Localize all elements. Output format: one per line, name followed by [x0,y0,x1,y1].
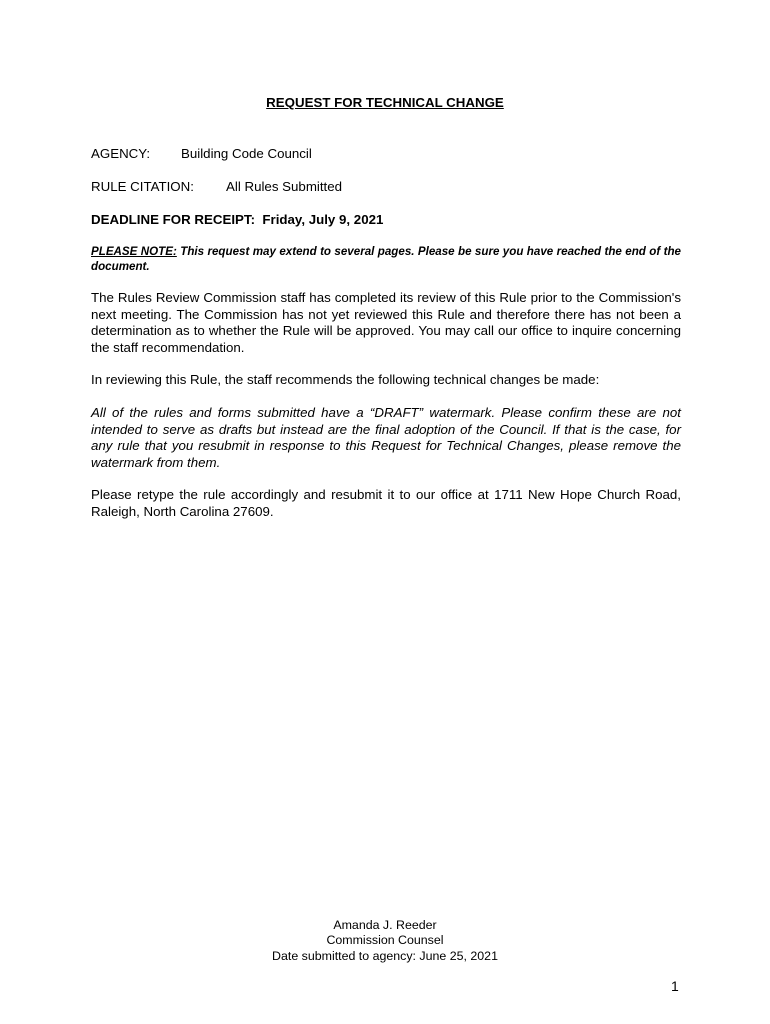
please-note [91,244,681,274]
technical-change-paragraph: All of the rules and forms submitted have a “DRAFT” watermark. Please confirm these are not intended to serve as drafts but instead are the final adoption of the Council. If that is the case, for any rule that you resubmit in response to this Request for Technical Changes, please remove the watermark from them. [91,405,681,470]
document-title: REQUEST FOR TECHNICAL CHANGE [266,95,504,110]
page-number: 1 [671,978,679,994]
signature-block [0,918,770,964]
please-note-text: This request may extend to several pages. Please be sure you have reached the end of the document. [91,245,681,273]
signer-title: Commission Counsel [326,933,444,948]
agency-label: AGENCY: [91,146,151,161]
please-note-label: PLEASE NOTE: [91,245,177,258]
rule-citation-row [91,179,342,194]
agency-value: Building Code Council [181,146,312,161]
rule-citation-label: RULE CITATION: [91,179,194,194]
signer-name: Amanda J. Reeder [333,918,437,932]
deadline-label: DEADLINE FOR RECEIPT: [91,212,256,227]
recommendation-intro: In reviewing this Rule, the staff recommends the following technical changes be made: [91,372,600,387]
date-submitted: Date submitted to agency: June 25, 2021 [272,948,498,963]
agency-row [91,146,312,161]
review-paragraph: The Rules Review Commission staff has completed its review of this Rule prior to the Commission's next meeting. The Commission has not yet reviewed this Rule and therefore there has not been a determination as to whether the Rule will be approved. You may call our office to inquire concerning the staff recommendation. [91,290,681,355]
deadline-row [91,212,383,227]
deadline-value: Friday, July 9, 2021 [262,212,384,227]
rule-citation-value: All Rules Submitted [226,179,343,194]
resubmit-instructions: Please retype the rule accordingly and resubmit it to our office at 1711 New Hope Church Road, Raleigh, North Carolina 27609. [91,487,681,519]
